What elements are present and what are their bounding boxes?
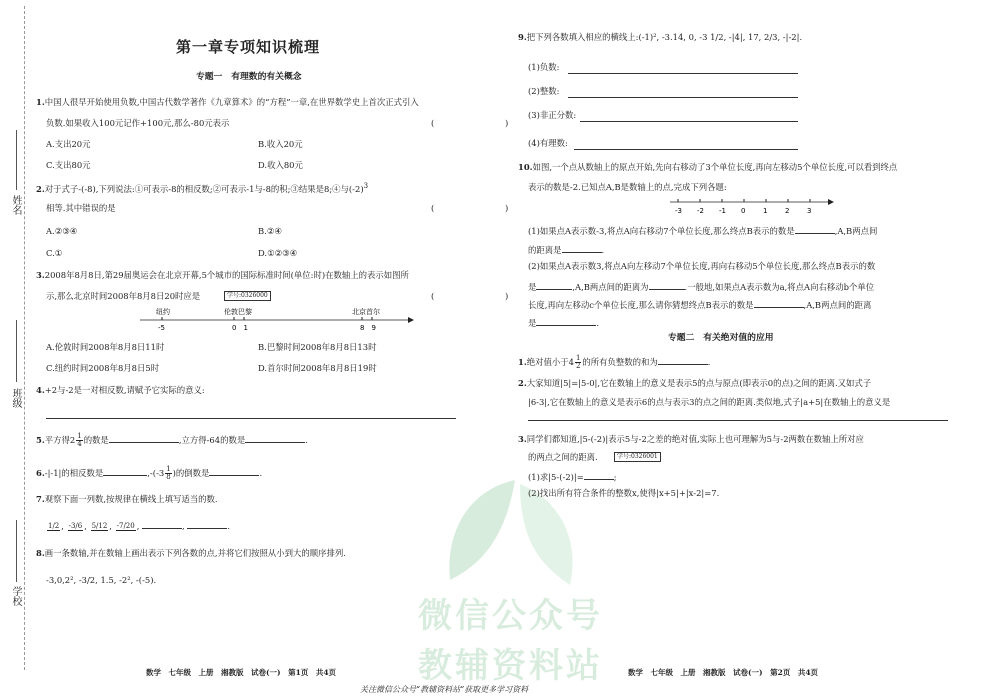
q9-line-1[interactable] (568, 73, 798, 74)
q6-text-b: ,-(-3 (147, 468, 165, 478)
t2q3-sub-1: (1)求|5-(-2)|= (528, 472, 584, 482)
t2q3-text-b: 的两点之间的距离. (528, 452, 598, 462)
q8-text: 画一条数轴,并在数轴上画出表示下列各数的点,并将它们按照从小到大的顺序排列. (44, 548, 346, 558)
q5-frac-num: 1 (77, 432, 82, 440)
q5-text-b: 的数是 (83, 435, 109, 445)
q3-option-b[interactable]: B.巴黎时间2008年8月8日13时 (258, 342, 377, 352)
q3-option-a[interactable]: A.伦敦时间2008年8月8日11时 (46, 342, 165, 352)
q7-number: 7. (36, 494, 45, 504)
q10-tick-label-5: 2 (785, 207, 790, 215)
q2-text-a: 对于式子-(-8),下列说法:①可表示-8的相反数;②可表示-1与-8的积;③结果是8;④与(-2) (44, 183, 364, 194)
class-line (16, 320, 17, 382)
q3-text-a: 2008年8月8日,第29届奥运会在北京开幕,5个城市的国际标准时间(单位:时)在数轴上的表示如图所 (44, 270, 409, 280)
q6-number: 6. (36, 468, 45, 478)
q10-p2-b: 是 (528, 282, 537, 292)
q2-superscript: 3 (363, 182, 369, 190)
school-label: 学校 (10, 586, 21, 606)
q4-text: +2与-2是一对相反数,请赋予它实际的意义: (44, 385, 205, 395)
q10-number-line (666, 194, 836, 218)
q10-tick-label-1: -2 (697, 207, 704, 215)
q5-number: 5. (36, 435, 45, 445)
q7-blank-1[interactable] (142, 519, 182, 529)
q6-text-c: )的倒数是 (172, 468, 210, 478)
watermark-line1: 微信公众号 (418, 596, 603, 636)
q6-blank-1[interactable] (103, 466, 147, 476)
q4-number: 4. (36, 385, 45, 395)
q8-number: 8. (36, 548, 45, 558)
q9-number: 9. (518, 32, 527, 42)
t2q1-text-a: 绝对值小于4 (526, 357, 574, 367)
topic-2-heading: 专题二 有关绝对值的应用 (668, 333, 774, 343)
q2-text-b: 相等.其中错误的是 (46, 203, 116, 213)
t2q2-text-b: |6-3|,它在数轴上的意义是表示6的点与表示3的点之间的距离.类似地,式子|a+5|在数轴上的意义是 (528, 397, 891, 407)
t2q2-number: 2. (518, 378, 527, 388)
q1-answer-paren[interactable]: ( ) (431, 118, 527, 128)
q6-fraction (165, 466, 171, 481)
q10-text-a: 如图,一个点从数轴上的原点开始,先向右移动了3个单位长度,再向左移动5个单位长度,可以看到终点 (532, 162, 898, 172)
page-title: 第一章专项知识梳理 (176, 38, 321, 56)
q7-text: 观察下面一列数,按规律在横线上填写适当的数. (44, 494, 218, 504)
school-line (16, 520, 17, 582)
q5-frac-den: 4 (77, 440, 82, 448)
q9-item-4: (4)有理数: (528, 138, 568, 148)
q7-sequence: 1/2 , -3/6 , 5/12 , -7/20 , , . (48, 521, 231, 531)
q7-seq-1: 1/2 (48, 521, 60, 530)
q5-text-a: 平方得2 (44, 435, 76, 445)
q2-option-a[interactable]: A.②③④ (46, 226, 78, 236)
q10-tick-label-2: -1 (719, 207, 726, 215)
q5-text-c: ,立方得-64的数是 (178, 435, 246, 445)
q3-label-bottom-2: 8 9 (360, 324, 376, 332)
q8-numbers: -3,0,2², -3/2, 1.5, -2², -(-5). (46, 575, 157, 585)
q5-fraction (76, 433, 82, 448)
t2q1-frac-num: 1 (575, 354, 581, 362)
q2-number: 2. (36, 183, 45, 194)
q3-text-b: 示,那么北京时间2008年8月8日20时应是 (46, 291, 201, 301)
q2-answer-paren[interactable]: ( ) (431, 203, 527, 213)
t2q3-sub-2: (2)找出所有符合条件的整数x,使得|x+5|+|x-2|=7. (528, 488, 720, 498)
q3-answer-paren[interactable]: ( ) (431, 291, 527, 301)
t2q3-text-a: 同学们都知道,|5-(-2)|表示5与-2之差的绝对值,实际上也可理解为5与-2两数在数轴上所对应 (526, 434, 864, 444)
q9-line-3[interactable] (580, 121, 798, 122)
q10-p1-blank-1[interactable] (795, 224, 835, 234)
q10-p2-g: 是 (528, 318, 537, 328)
page-2-footer: 数学 七年级 上册 湘教版 试卷(一) 第2页 共4页 (628, 668, 819, 677)
t2q1-number: 1. (518, 357, 527, 367)
q1-text-a: 中国人很早开始使用负数,中国古代数学著作《九章算术》的“方程”一章,在世界数学史上首次正式引入 (44, 97, 419, 107)
q10-tick-label-6: 3 (807, 207, 812, 215)
t2q1-blank[interactable] (658, 355, 708, 365)
q10-p2-blank-2[interactable] (649, 280, 685, 290)
q10-p2-blank-1[interactable] (536, 280, 572, 290)
name-line (16, 130, 17, 190)
t2q1-fraction (575, 355, 581, 370)
q3-label-top-0: 纽约 (156, 308, 170, 316)
q3-label-top-1: 伦敦巴黎 (224, 308, 252, 316)
bottom-note: 关注微信公众号“教辅资料站”获取更多学习资料 (360, 685, 529, 694)
q3-label-top-2: 北京首尔 (352, 308, 380, 316)
t2q1-frac-den: 2 (575, 362, 581, 370)
q10-p2-e: 长度,再向左移动c个单位长度,那么请你猜想终点B表示的数是 (528, 300, 754, 310)
q10-p2-c: ,A,B两点间的距离为 (572, 282, 649, 292)
q10-p1-a: (1)如果点A表示数-3,将点A向右移动7个单位长度,那么终点B表示的数是 (528, 226, 795, 236)
q1-text-b: 负数.如果收入100元记作+100元,那么-80元表示 (46, 118, 230, 128)
q10-p1-c: 的距离是 (528, 245, 562, 255)
q1-option-c[interactable]: C.支出80元 (46, 160, 91, 170)
q10-tick-label-4: 1 (763, 207, 768, 215)
q5-blank-1[interactable] (109, 433, 179, 443)
q10-tick-label-0: -3 (675, 207, 682, 215)
q9-line-4[interactable] (574, 149, 798, 150)
q9-item-1: (1)负数: (528, 62, 560, 72)
q7-seq-4: -7/20 (116, 521, 135, 530)
t2q3-number: 3. (518, 434, 527, 444)
topic2-question-1: 1.绝对值小于4 $\frac{1}{2}$ 的所有负整数的和为 . (518, 354, 711, 370)
q6-frac-den: 8 (166, 473, 171, 481)
q3-option-c[interactable]: C.纽约时间2008年8月8日5时 (46, 363, 160, 373)
binding-gutter (0, 0, 30, 697)
q6-blank-2[interactable] (209, 466, 259, 476)
q6-frac-num: 1 (166, 465, 171, 473)
q5-blank-2[interactable] (245, 433, 305, 443)
q10-p2-blank-4[interactable] (536, 316, 596, 326)
question-5: 5.平方得2 $\frac{1}{4}$ 的数是 ,立方得-64的数是 . (36, 432, 308, 448)
q7-seq-2: -3/6 (68, 521, 83, 530)
t2q1-text-b: 的所有负整数的和为 (582, 357, 658, 367)
q10-text-b: 表示的数是-2.已知点A,B是数轴上的点,完成下列各题: (528, 182, 727, 192)
q10-p2-f: ,A,B两点间的距离 (803, 300, 872, 310)
q3-option-d[interactable]: D.首尔时间2008年8月8日19时 (258, 363, 377, 373)
q1-number: 1. (36, 97, 45, 107)
q4-answer-line[interactable] (46, 418, 456, 419)
q2-option-d[interactable]: D.①②③④ (258, 248, 298, 258)
watermark-line2: 教辅资料站 (418, 646, 603, 686)
t2q3-blank[interactable] (584, 470, 614, 480)
q10-p2-d: .一般地,如果点A表示数为a,将点A向右移动b个单位 (684, 282, 875, 292)
q10-number: 10. (518, 162, 533, 172)
q1-option-b[interactable]: B.收入20元 (258, 139, 303, 149)
q9-line-2[interactable] (568, 97, 798, 98)
class-label: 班级 (10, 388, 21, 408)
q3-axis-arrow (408, 317, 414, 323)
topic-1-heading: 专题一 有理数的有关概念 (196, 72, 302, 82)
t2q2-answer-line[interactable] (528, 420, 948, 421)
q7-seq-3: 5/12 (91, 521, 108, 530)
q3-label-bottom-0: -5 (158, 324, 165, 332)
q3-number: 3. (36, 270, 45, 280)
q10-p1-b: ,A,B两点间 (834, 226, 878, 236)
q2-option-b[interactable]: B.②④ (258, 226, 282, 236)
q3-id-stamp: 学号:0326000 (224, 291, 271, 301)
page-1-footer: 数学 七年级 上册 湘教版 试卷(一) 第1页 共4页 (146, 668, 337, 677)
q10-tick-label-3: 0 (741, 207, 746, 215)
q10-p1-blank-2[interactable] (562, 243, 602, 253)
t2q2-text-a: 大家知道|5|=|5-0|,它在数轴上的意义是表示5的点与原点(即表示0的点)之间的距离.又如式子 (526, 378, 872, 388)
q9-item-2: (2)整数: (528, 86, 560, 96)
q3-label-bottom-1: 0 1 (232, 324, 248, 332)
q3-timezone-axis (136, 306, 416, 334)
q9-item-3: (3)非正分数: (528, 110, 577, 120)
q1-option-a[interactable]: A.支出20元 (46, 139, 91, 149)
q1-option-d[interactable]: D.收入80元 (258, 160, 303, 170)
q10-axis-arrow (828, 199, 834, 205)
q2-option-c[interactable]: C.① (46, 248, 63, 258)
q7-blank-2[interactable] (187, 519, 227, 529)
q6-text-a: -|-1|的相反数是 (44, 468, 104, 478)
q10-p2-a: (2)如果点A表示数3,将点A向左移动7个单位长度,再向右移动5个单位长度,那么终点B表示的数 (528, 261, 876, 271)
question-6: 6.-|-1|的相反数是 ,-(-3 $\frac{1}{8}$ )的倒数是 . (36, 465, 263, 481)
q10-p2-blank-3[interactable] (754, 298, 804, 308)
watermark (390, 470, 640, 690)
t2q3-id-stamp: 学号:0326001 (614, 452, 661, 462)
cut-line (24, 6, 25, 670)
q9-text: 把下列各数填入相应的横线上:(-1)², -3.14, 0, -3 1/2, -|4|, 17, 2/3, -|-2|. (526, 32, 803, 42)
name-label: 姓名 (10, 195, 21, 215)
